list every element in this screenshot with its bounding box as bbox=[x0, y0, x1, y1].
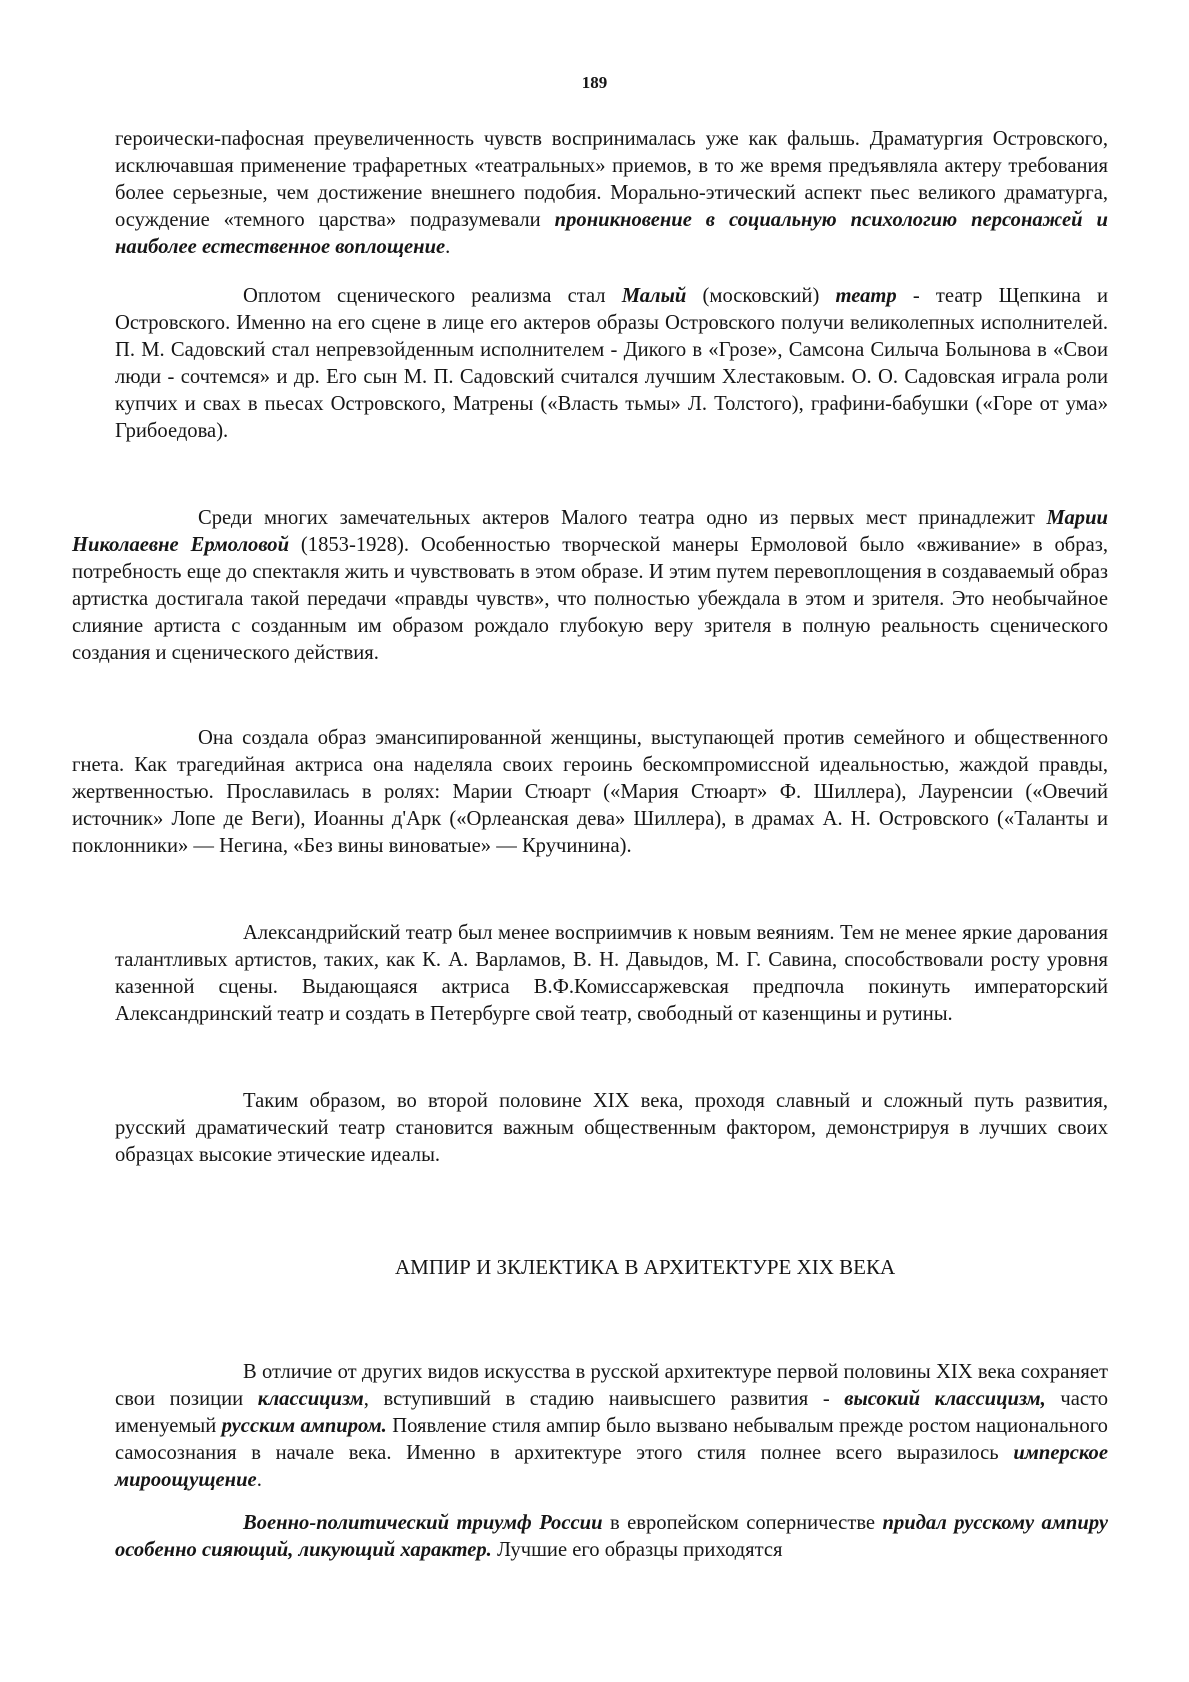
text-fragment: (московский) bbox=[686, 285, 836, 307]
paragraph-dramaturgy-ostrovsky bbox=[115, 126, 1108, 261]
paragraph-alexandrinsky-theatre bbox=[115, 920, 1108, 1028]
text-fragment: . bbox=[445, 236, 451, 258]
text-fragment: Оплотом сценического реализма стал bbox=[243, 285, 622, 307]
emphasis-text: Малый bbox=[621, 285, 687, 307]
text-fragment: Лучшие его образцы приходятся bbox=[491, 1539, 783, 1561]
paragraph-military-triumph bbox=[115, 1510, 1108, 1564]
emphasis-text: русским ампиром. bbox=[221, 1415, 387, 1437]
emphasis-text: классицизм bbox=[257, 1388, 364, 1410]
paragraph-high-classicism bbox=[115, 1359, 1108, 1494]
text-fragment: в европейском соперничестве bbox=[602, 1512, 883, 1534]
text-fragment: Среди многих замечательных актеров Малого театра одно из первых мест принадлежит bbox=[198, 507, 1047, 529]
text-fragment: В отличие от других видов искусства в русской архитектуре первой половины XIX века сохраняет свои позиции bbox=[115, 1361, 1108, 1410]
emphasis-text: Марии Николаевне Ермоловой bbox=[72, 507, 1108, 556]
section-heading: АМПИР И ЗКЛЕКТИКА В АРХИТЕКТУРЕ XIX ВЕКА bbox=[395, 1255, 896, 1279]
emphasis-text: придал русскому ампиру особенно сияющий, ликующий характер. bbox=[115, 1512, 1109, 1561]
text-fragment: Александрийский театр был менее восприимчив к новым веяниям. Тем не менее яркие дарования талантливых артистов, таких, как К. А. Варламов, В. Н. Давыдов, М. Г. Савина, способствовали росту уровня казенной сцены. Выдающаяся актриса В.Ф.Комиссаржевская предпочла покинуть императорский Александринский театр и создать в Петербурге свой театр, свободный от казенщины и рутины. bbox=[115, 922, 1108, 1025]
emphasis-text: имперское мироощущение bbox=[115, 1442, 1108, 1491]
text-fragment: - театр Щепкина и Островского. Именно на его сцене в лице его актеров образы Островского получи великолепных исполнителей. П. М. Садовский стал непревзойденным исполнителем - Дикого в «Грозе», Самсона Силыча Болынова в «Свои люди - сочтемся» и др. Его сын М. П. Садовский считался лучшим Хлестаковым. О. О. Садовская играла роли купчих и свах в пьесах Островского, Матрены («Власть тьмы» Л. Толстого), графини-бабушки («Горе от ума» Грибоедова). bbox=[115, 285, 1108, 442]
text-fragment: , вступивший в стадию наивысшего развития - bbox=[363, 1388, 845, 1410]
emphasis-text: проникновение в социальную психологию персонажей и наиболее естественное воплощение bbox=[115, 209, 1108, 258]
emphasis-text: высокий классицизм, bbox=[844, 1388, 1046, 1410]
text-fragment: . bbox=[256, 1469, 262, 1491]
emphasis-text: Военно-политический триумф России bbox=[243, 1512, 603, 1534]
emphasis-text: театр bbox=[835, 285, 897, 307]
text-fragment: героически-пафосная преувеличенность чувств воспринималась уже как фальшь. Драматургия Островского, исключавшая применение трафаретных «театральных» приемов, в то же время предъявляла актеру требования более серьезные, чем достижение внешнего подобия. Морально-этический аспект пьес великого драматурга, осуждение «темного царства» подразумевали bbox=[115, 128, 1108, 231]
paragraph-conclusion bbox=[115, 1088, 1108, 1169]
page-number: 189 bbox=[581, 73, 608, 92]
text-fragment: Она создала образ эмансипированной женщины, выступающей против семейного и общественного гнета. Как трагедийная актриса она наделяла своих героинь бескомпромиссной идеальностью, жаждой правды, жертвенностью. Прославилась в ролях: Марии Стюарт («Мария Стюарт» Ф. Шиллера), Лауренсии («Овечий источник» Лопе де Веги), Иоанны д'Арк («Орлеанская дева» Шиллера), в драмах А. Н. Островского («Таланты и поклонники» — Негина, «Без вины виноватые» — Кручинина). bbox=[72, 727, 1108, 857]
text-fragment: часто именуемый bbox=[115, 1388, 1109, 1437]
text-fragment: (1853-1928). Особенностью творческой манеры Ермоловой было «вживание» в образ, потребность еще до спектакля жить и чувствовать в этом образе. И этим путем перевоплощения в создаваемый образ артистка достигала такой передачи «правды чувств», что полностью убеждала в этом и зрителя. Это необычайное слияние артиста с созданным им образом рождало глубокую веру зрителя в полную реальность сценического создания и сценического действия. bbox=[72, 534, 1108, 664]
paragraph-ermolova bbox=[72, 505, 1108, 667]
text-fragment: Таким образом, во второй половине XIX века, проходя славный и сложный путь развития, русский драматический театр становится важным общественным фактором, демонстрируя в лучших своих образцах высокие этические идеалы. bbox=[115, 1090, 1108, 1166]
paragraph-ermolova-roles bbox=[72, 725, 1108, 860]
text-fragment: Появление стиля ампир было вызвано небывалым прежде ростом национального самосознания в начале века. Именно в архитектуре этого стиля полнее всего выразилось bbox=[115, 1415, 1108, 1464]
paragraph-maly-theatre bbox=[115, 283, 1108, 445]
